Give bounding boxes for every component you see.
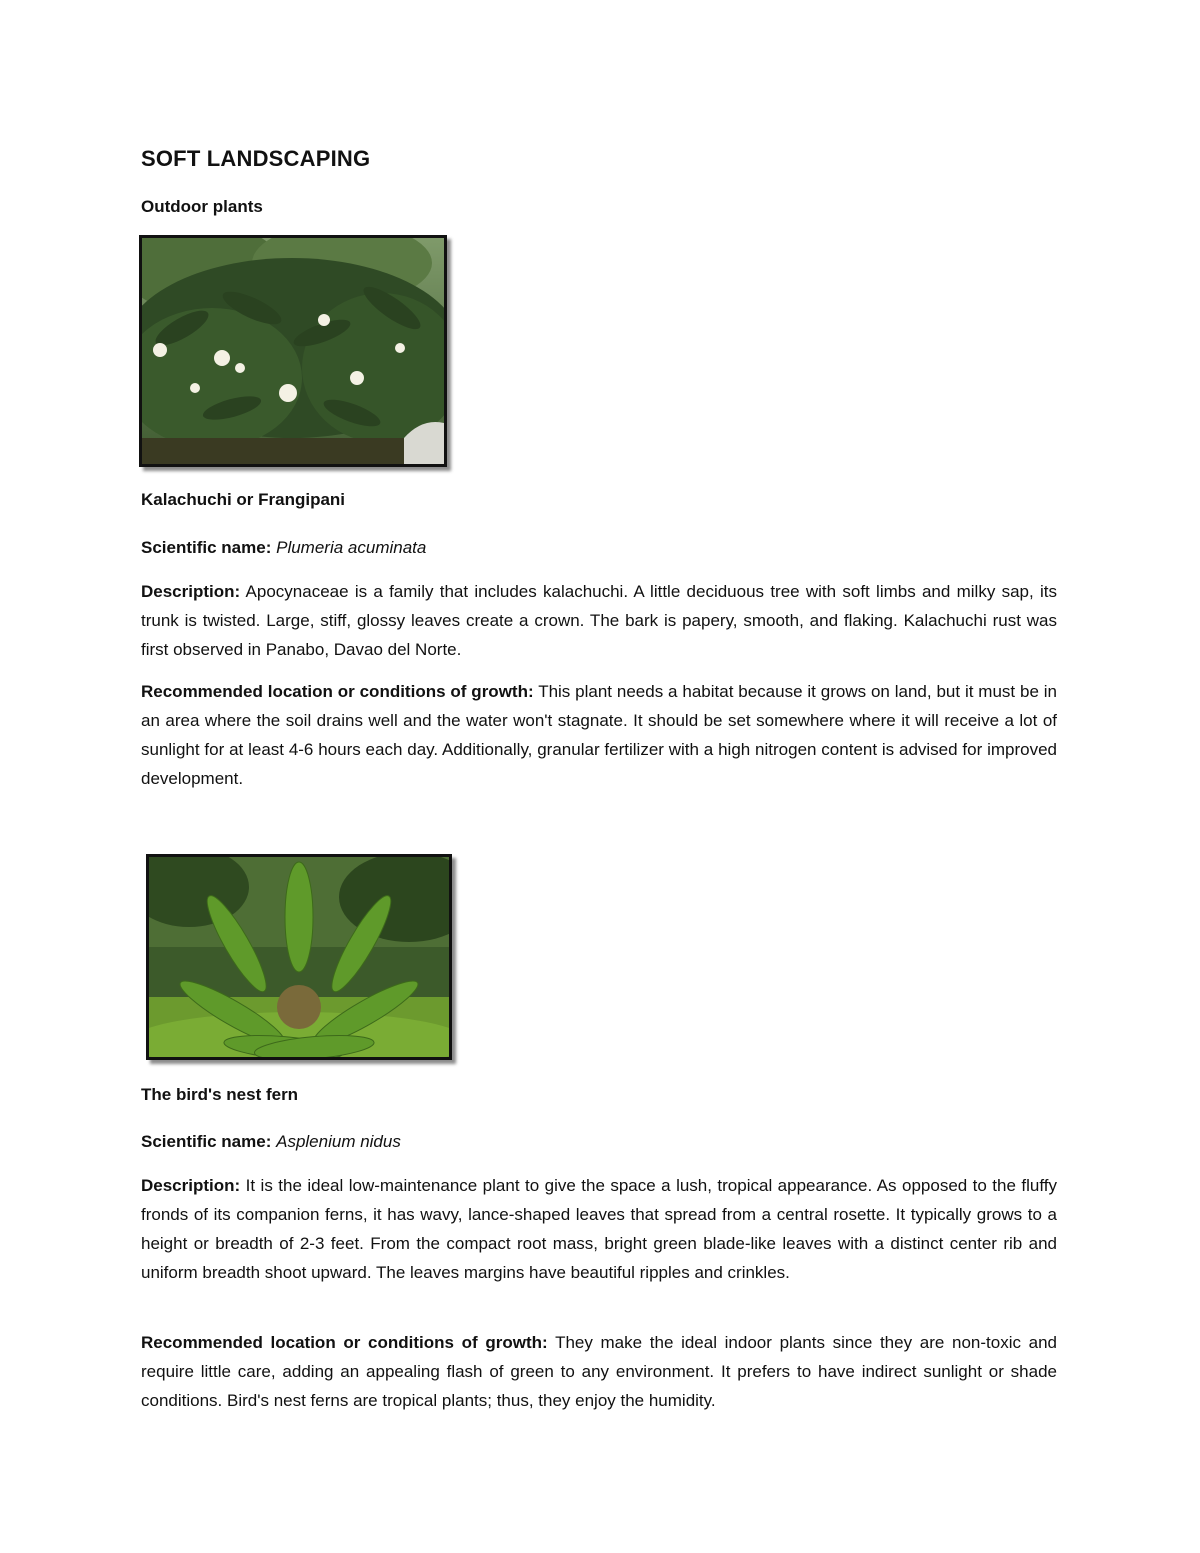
section-heading: Outdoor plants — [141, 197, 263, 216]
scientific-name: Plumeria acuminata — [276, 538, 427, 557]
description-label: Description: — [141, 1176, 241, 1195]
scientific-name-line — [141, 1127, 1057, 1156]
frangipani-photo — [139, 235, 447, 467]
scientific-name: Asplenium nidus — [276, 1132, 401, 1151]
scientific-name-line — [141, 533, 1057, 562]
scientific-name-label: Scientific name: — [141, 538, 272, 557]
document-title: SOFT LANDSCAPING — [141, 146, 371, 171]
description-paragraph — [141, 1171, 1057, 1287]
birds-nest-fern-photo — [146, 854, 452, 1060]
description-text: It is the ideal low-maintenance plant to give the space a lush, tropical appearance. As opposed to the fluffy fronds of its companion ferns, it has wavy, lance-shaped leaves that spread from a central rosette. It typically grows to a height or breadth of 2-3 feet. From the compact root mass, bright green blade-like leaves with a distinct center rib and uniform breadth shoot upward. The leaves margins have beautiful ripples and crinkles. — [141, 1176, 1057, 1282]
growth-conditions-label: Recommended location or conditions of growth: — [141, 1333, 548, 1352]
growth-conditions-text: This plant needs a habitat because it grows on land, but it must be in an area where the soil drains well and the water won't stagnate. It should be set somewhere where it will receive a lot of sunlight for at least 4-6 hours each day. Additionally, granular fertilizer with a high nitrogen content is advised for improved development. — [141, 682, 1057, 788]
description-paragraph — [141, 577, 1057, 664]
plant-name: Kalachuchi or Frangipani — [141, 490, 346, 509]
growth-conditions-label: Recommended location or conditions of growth: — [141, 682, 534, 701]
plant-name: The bird's nest fern — [141, 1085, 299, 1104]
growth-conditions-text: They make the ideal indoor plants since they are non-toxic and require little care, adding an appealing flash of green to any environment. It prefers to have indirect sunlight or shade conditions. Bird's nest ferns are tropical plants; thus, they enjoy the humidity. — [141, 1333, 1058, 1410]
scientific-name-label: Scientific name: — [141, 1132, 272, 1151]
description-label: Description: — [141, 582, 241, 601]
growth-conditions-paragraph — [141, 1328, 1057, 1415]
growth-conditions-paragraph — [141, 677, 1057, 793]
description-text: Apocynaceae is a family that includes kalachuchi. A little deciduous tree with soft limbs and milky sap, its trunk is twisted. Large, stiff, glossy leaves create a crown. The bark is papery, smooth, and flaking. Kalachuchi rust was first observed in Panabo, Davao del Norte. — [141, 582, 1057, 659]
